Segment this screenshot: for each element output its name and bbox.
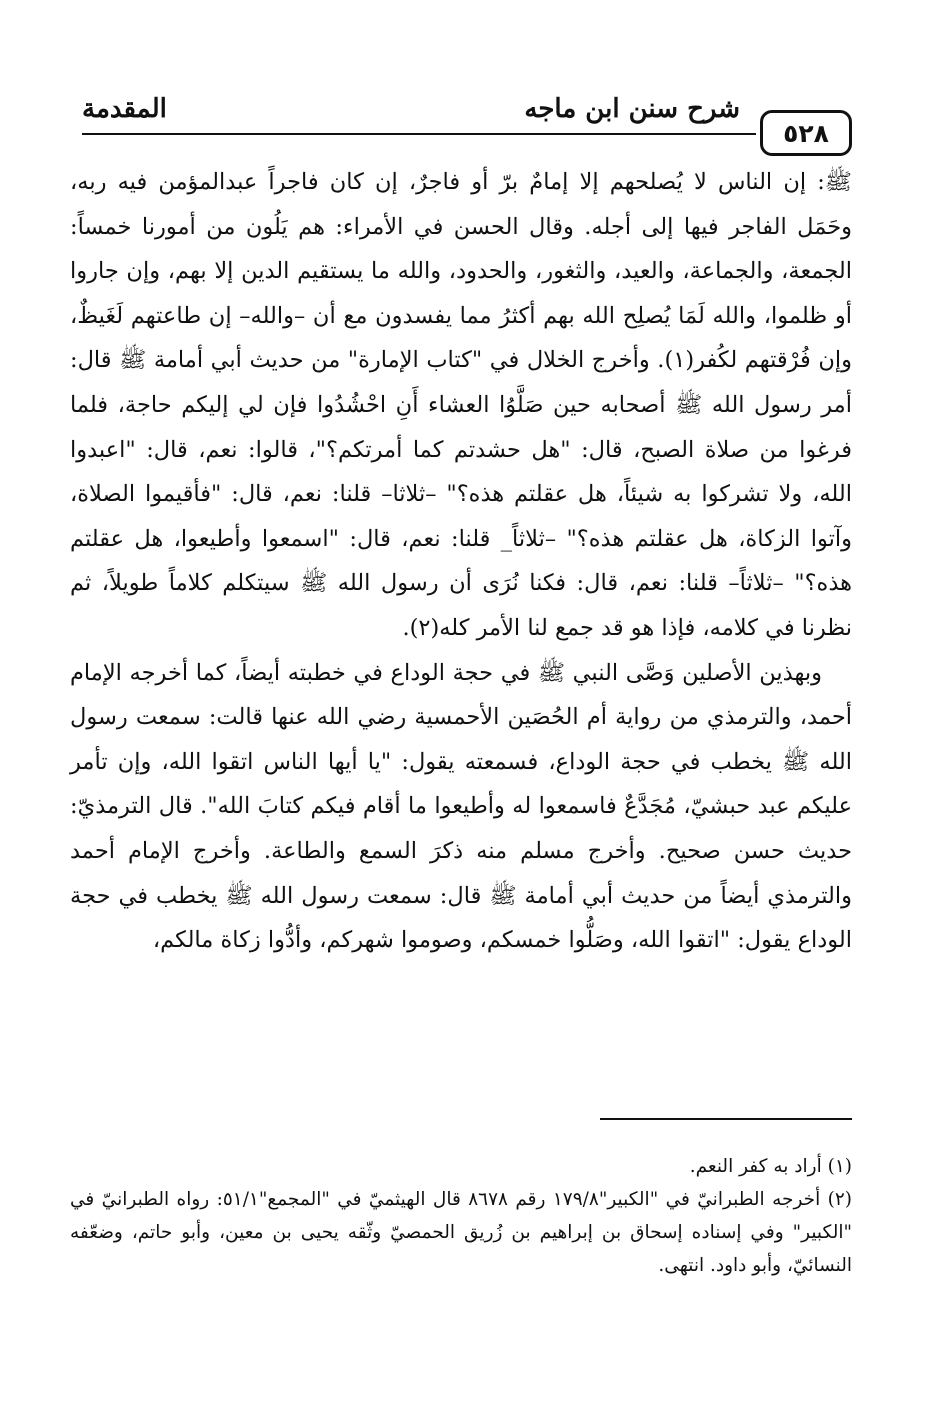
section-title: المقدمة — [82, 94, 167, 124]
footnote-separator — [600, 1118, 852, 1120]
footnote-1: (١) أراد به كفر النعم. — [689, 1156, 852, 1177]
paragraph-1: ﷺ: إن الناس لا يُصلحهم إلا إمامٌ برّ أو فاجرٌ، إن كان فاجراً عبدالمؤمن فيه ربه، وحَمَل الفاجر فيها إلى أجله. وقال الحسن في الأمراء: هم يَلُون من أمورنا خمساً: الجمعة، والجماعة، والعيد، والثغور، والحدود، والله ما يستقيم الدين إلا بهم، وإن جاروا أو ظلموا، والله لَمَا يُصلِح الله بهم أكثرُ مما يفسدون مع أن –والله– إن طاعتهم لَغَيظٌ، وإن فُرْقتهم لكُفر(١). وأخرج الخلال في "كتاب الإمارة" من حديث أبي أمامة ﷺ قال: أمر رسول الله ﷺ أصحابه حين صَلَّوُا العشاء أَنِ احْشُدُوا فإن لي إليكم حاجة، فلما فرغوا من صلاة الصبح، قال: "هل حشدتم كما أمرتكم؟"، قالوا: نعم، قال: "اعبدوا الله، ولا تشركوا به شيئاً، هل عقلتم هذه؟" –ثلاثا– قلنا: نعم، قال: "فأقيموا الصلاة، وآتوا الزكاة، هل عقلتم هذه؟" –ثلاثاً_ قلنا: نعم، قال: "اسمعوا وأطيعوا، هل عقلتم هذه؟" –ثلاثاً– قلنا: نعم، قال: فكنا نُرَى أن رسول الله ﷺ سيتكلم كلاماً طويلاً، ثم نظرنا في كلامه، فإذا هو قد جمع لنا الأمر كله(٢). — [70, 169, 852, 641]
page-header — [82, 88, 852, 158]
paragraph-2: وبهذين الأصلين وَصَّى النبي ﷺ في حجة الوداع في خطبته أيضاً، كما أخرجه الإمام أحمد، والترمذي من رواية أم الحُصَين الأحمسية رضي الله عنها قالت: سمعت رسول الله ﷺ يخطب في حجة الوداع، فسمعته يقول: "يا أيها الناس اتقوا الله، وإن تأمر عليكم عبد حبشيّ، مُجَدَّعٌ فاسمعوا له وأطيعوا ما أقام فيكم كتابَ الله". قال الترمذيّ: حديث حسن صحيح. وأخرج مسلم منه ذكرَ السمع والطاعة. وأخرج الإمام أحمد والترمذي أيضاً من حديث أبي أمامة ﷺ قال: سمعت رسول الله ﷺ يخطب في حجة الوداع يقول: "اتقوا الله، وصَلُّوا خمسكم، وصوموا شهركم، وأدُّوا زكاة مالكم، — [70, 659, 852, 954]
main-text — [70, 160, 852, 963]
page-number: ٥٢٨ — [760, 110, 852, 156]
footnote-2: (٢) أخرجه الطبرانيّ في "الكبير"١٧٩/٨ رقم ٨٦٧٨ قال الهيثميّ في "المجمع"٥١/١: رواه الطبرانيّ في "الكبير" وفي إسناده إسحاق بن إبراهيم بن زُريق الحمصيّ وثّقه يحيى بن معين، وأبو حاتم، وضعّفه النسائيّ، وأبو داود. انتهى. — [70, 1189, 852, 1276]
footnotes — [70, 1150, 852, 1282]
header-rule — [82, 133, 756, 135]
book-title: شرح سنن ابن ماجه — [524, 94, 740, 124]
